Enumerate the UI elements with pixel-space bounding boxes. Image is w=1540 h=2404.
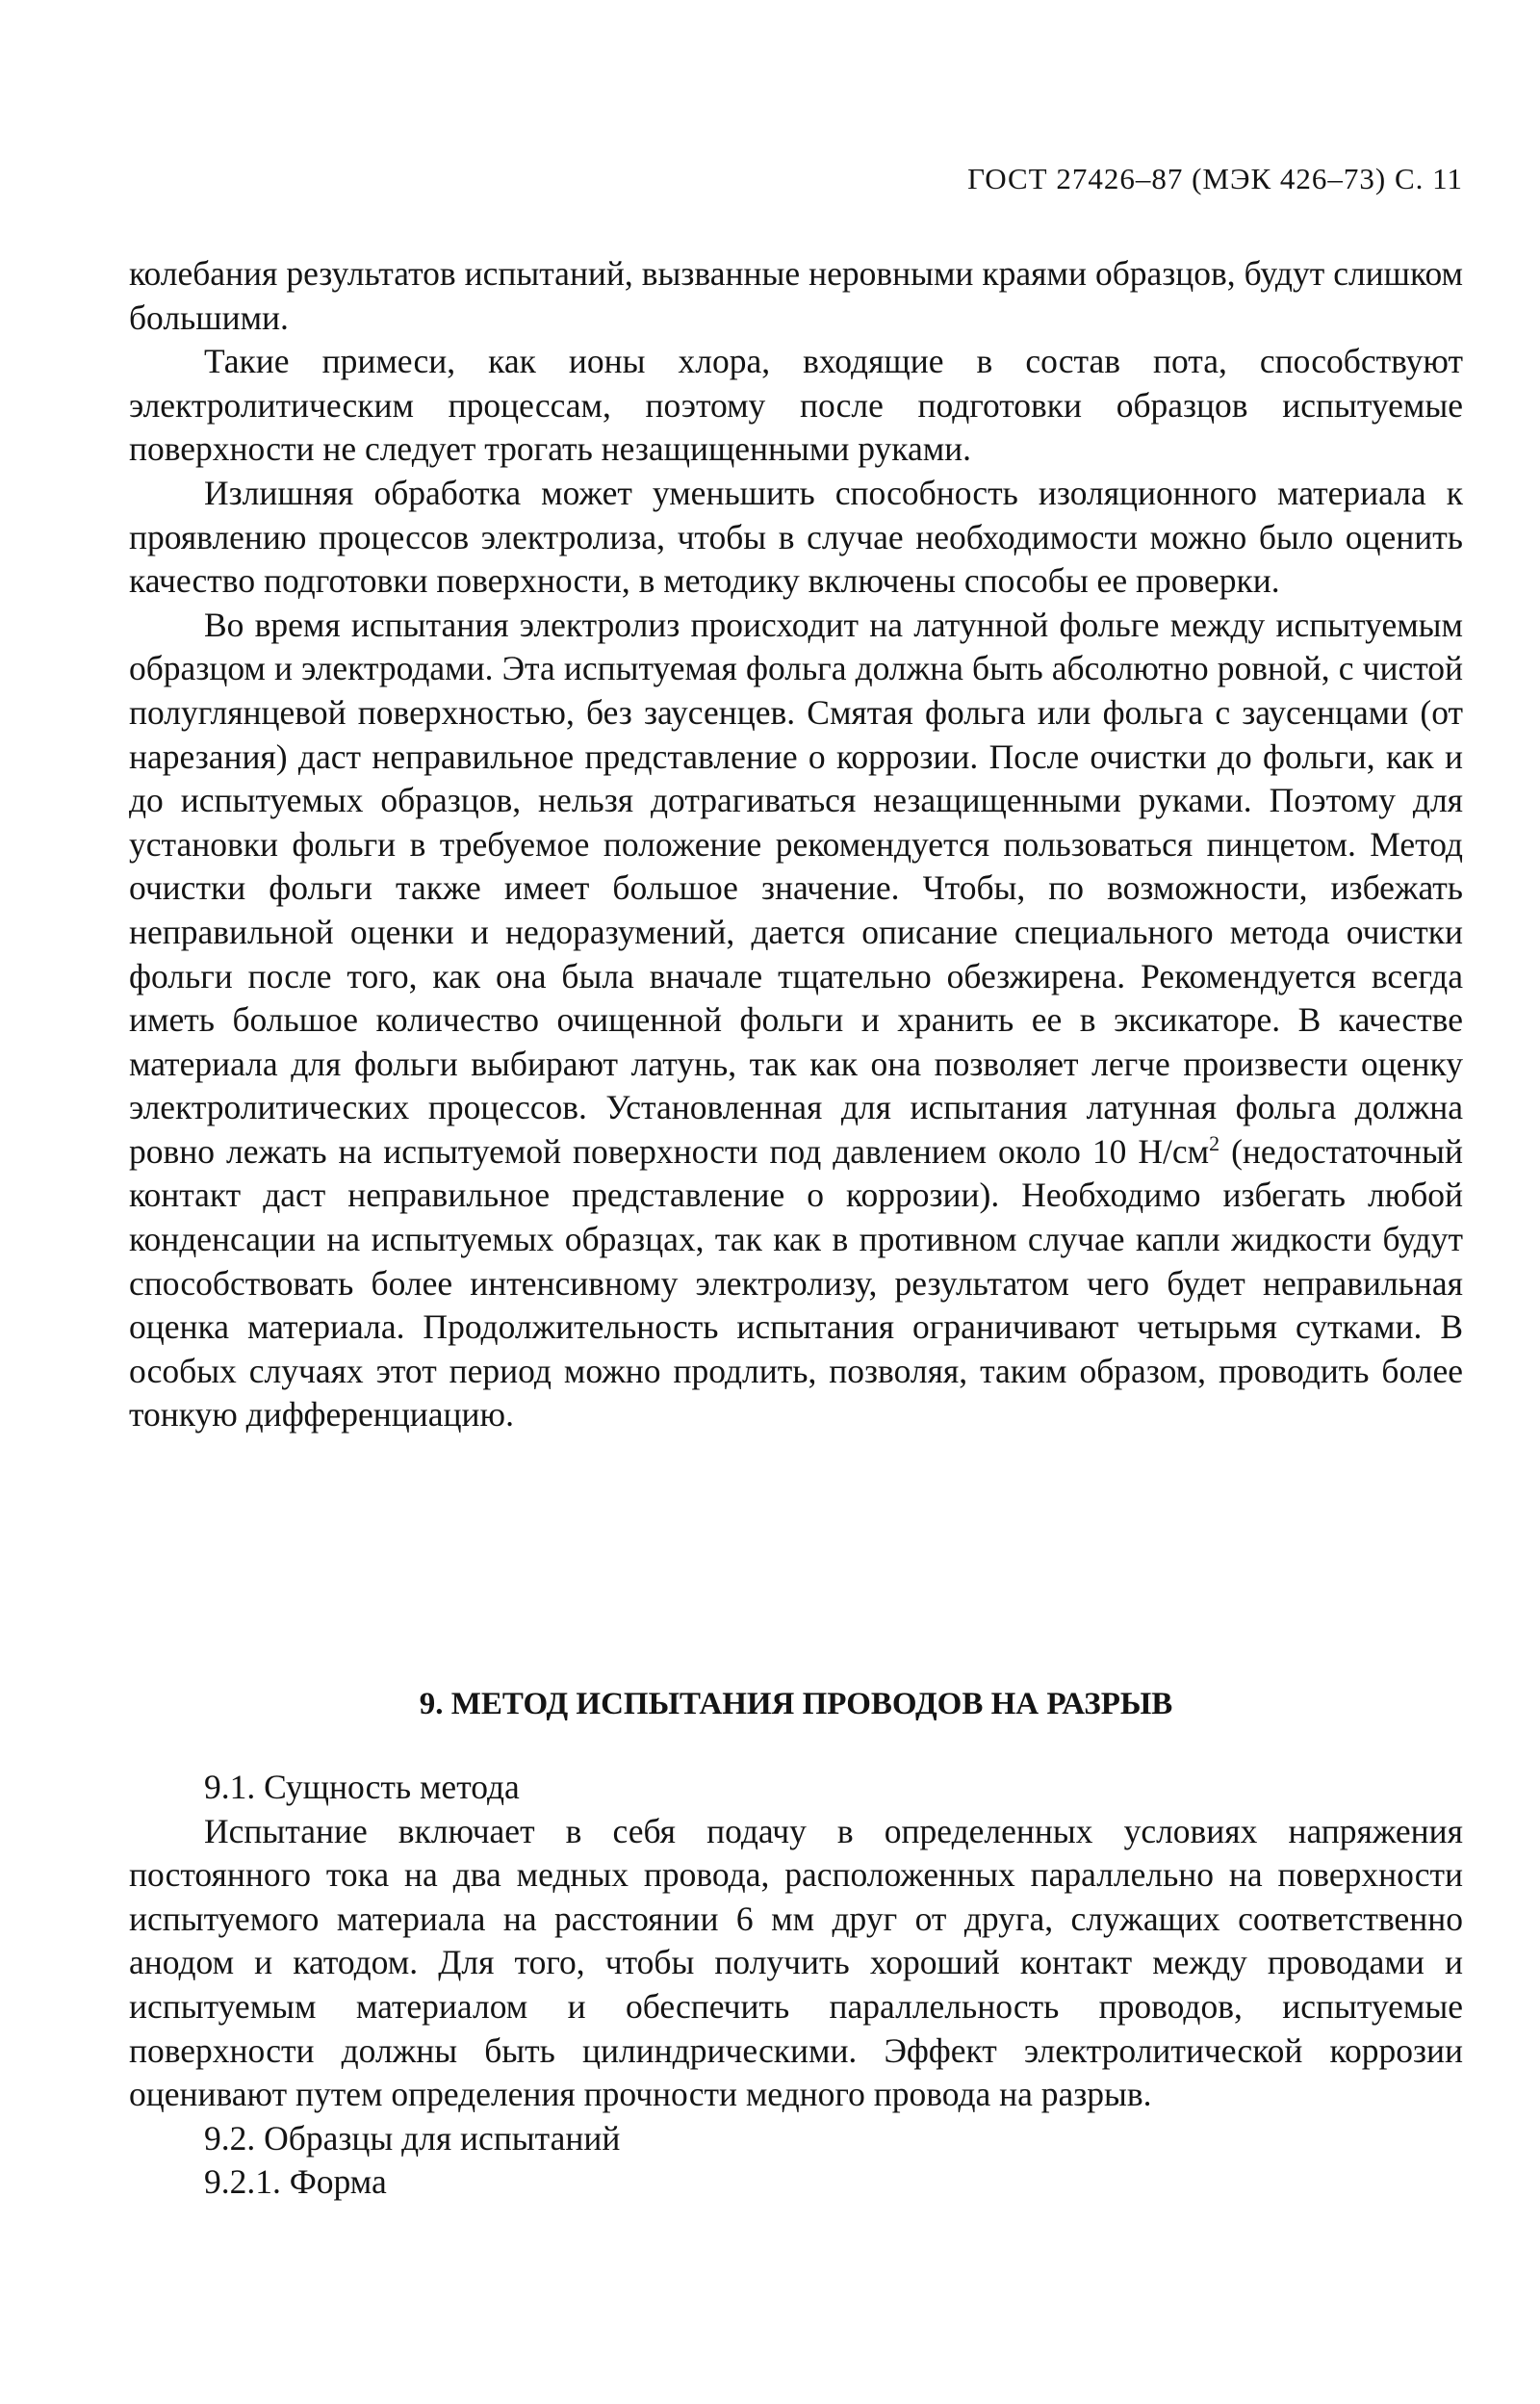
page-header: ГОСТ 27426–87 (МЭК 426–73) С. 11 [967, 162, 1463, 195]
subsection-92-heading: 9.2. Образцы для испытаний [204, 2118, 621, 2158]
body-text-top [129, 252, 1463, 1437]
paragraph-electrolysis [129, 604, 1463, 1437]
subsection-91-heading: 9.1. Сущность метода [204, 1768, 520, 1806]
paragraph-impurities: Такие примеси, как ионы хлора, входящие в состав пота, способствуют электролитическим процессам, поэтому после подготовки образцов испытуемые поверхности не следует трогать незащищенными руками. [129, 342, 1463, 469]
subsection-921-heading: 9.2.1. Форма [204, 2162, 387, 2202]
body-text-section-9 [129, 1766, 1463, 2205]
paragraph-electrolysis-text: Во время испытания электролиз происходит на латунной фольге между испытуемым образцом и электродами. Эта испытуемая фольга должна быть абсолютно ровной, с чистой полуглянцевой поверхностью, без заусенцев. Смятая фольга или фольга с заусенцами (от нарезания) даст неправильное представление о коррозии. После очистки до фольги, как и до испытуемых образцов, нельзя дотрагиваться незащищенными руками. Поэтому для установки фольги в требуемое положение рекомендуется пользоваться пинцетом. Метод очистки фольги также имеет большое значение. Чтобы, по возможности, избежать неправильной оценки и недоразумений, дается описание специального метода очистки фольги после того, как она была вначале тщательно обезжирена. Рекомендуется всегда иметь большое количество очищенной фольги и хранить ее в эксикаторе. В качестве материала для фольги выбирают латунь, так как она позволяет легче произвести оценку электролитических процессов. Установленная для испытания латунная фольга должна ровно лежать на испытуемой поверхности под давлением около [129, 605, 1463, 1171]
section-title: 9. МЕТОД ИСПЫТАНИЯ ПРОВОДОВ НА РАЗРЫВ [419, 1687, 1173, 1721]
pressure-value: 10 Н/см [1091, 1131, 1210, 1171]
paragraph-method-essence: Испытание включает в себя подачу в определенных условиях напряжения постоянного тока на два медных провода, расположенных параллельно на поверхности испытуемого материала на расстоянии 6 мм друг от друга, служащих соответственно анодом и катодом. Для того, чтобы получить хороший контакт между проводами и испытуемым материалом и обеспечить параллельность проводов, испытуемые поверхности должны быть цилиндрическими. Эффект электролитической коррозии оценивают путем определения прочности медного провода на разрыв. [129, 1811, 1463, 2114]
paragraph-treatment: Излишняя обработка может уменьшить способность изоляционного материала к проявлению процессов электролиза, чтобы в случае необходимости можно было оценить качество подготовки поверхности, в методику включены способы ее проверки. [129, 473, 1463, 601]
paragraph-electrolysis-end: (недостаточный контакт даст неправильное представление о коррозии). Необходимо избегать любой конденсации на испытуемых образцах, так как в противном случае капли жидкости будут способствовать более интенсивному электролизу, результатом чего будет неправильная оценка материала. Продолжительность испытания ограничивают четырьмя сутками. В особых случаях этот период можно продлить, позволяя, таким образом, проводить более тонкую дифференциацию. [129, 1131, 1463, 1435]
paragraph-continuation: колебания результатов испытаний, вызванные неровными краями образцов, будут слишком большими. [129, 254, 1463, 337]
pressure-exponent: 2 [1209, 1131, 1220, 1156]
